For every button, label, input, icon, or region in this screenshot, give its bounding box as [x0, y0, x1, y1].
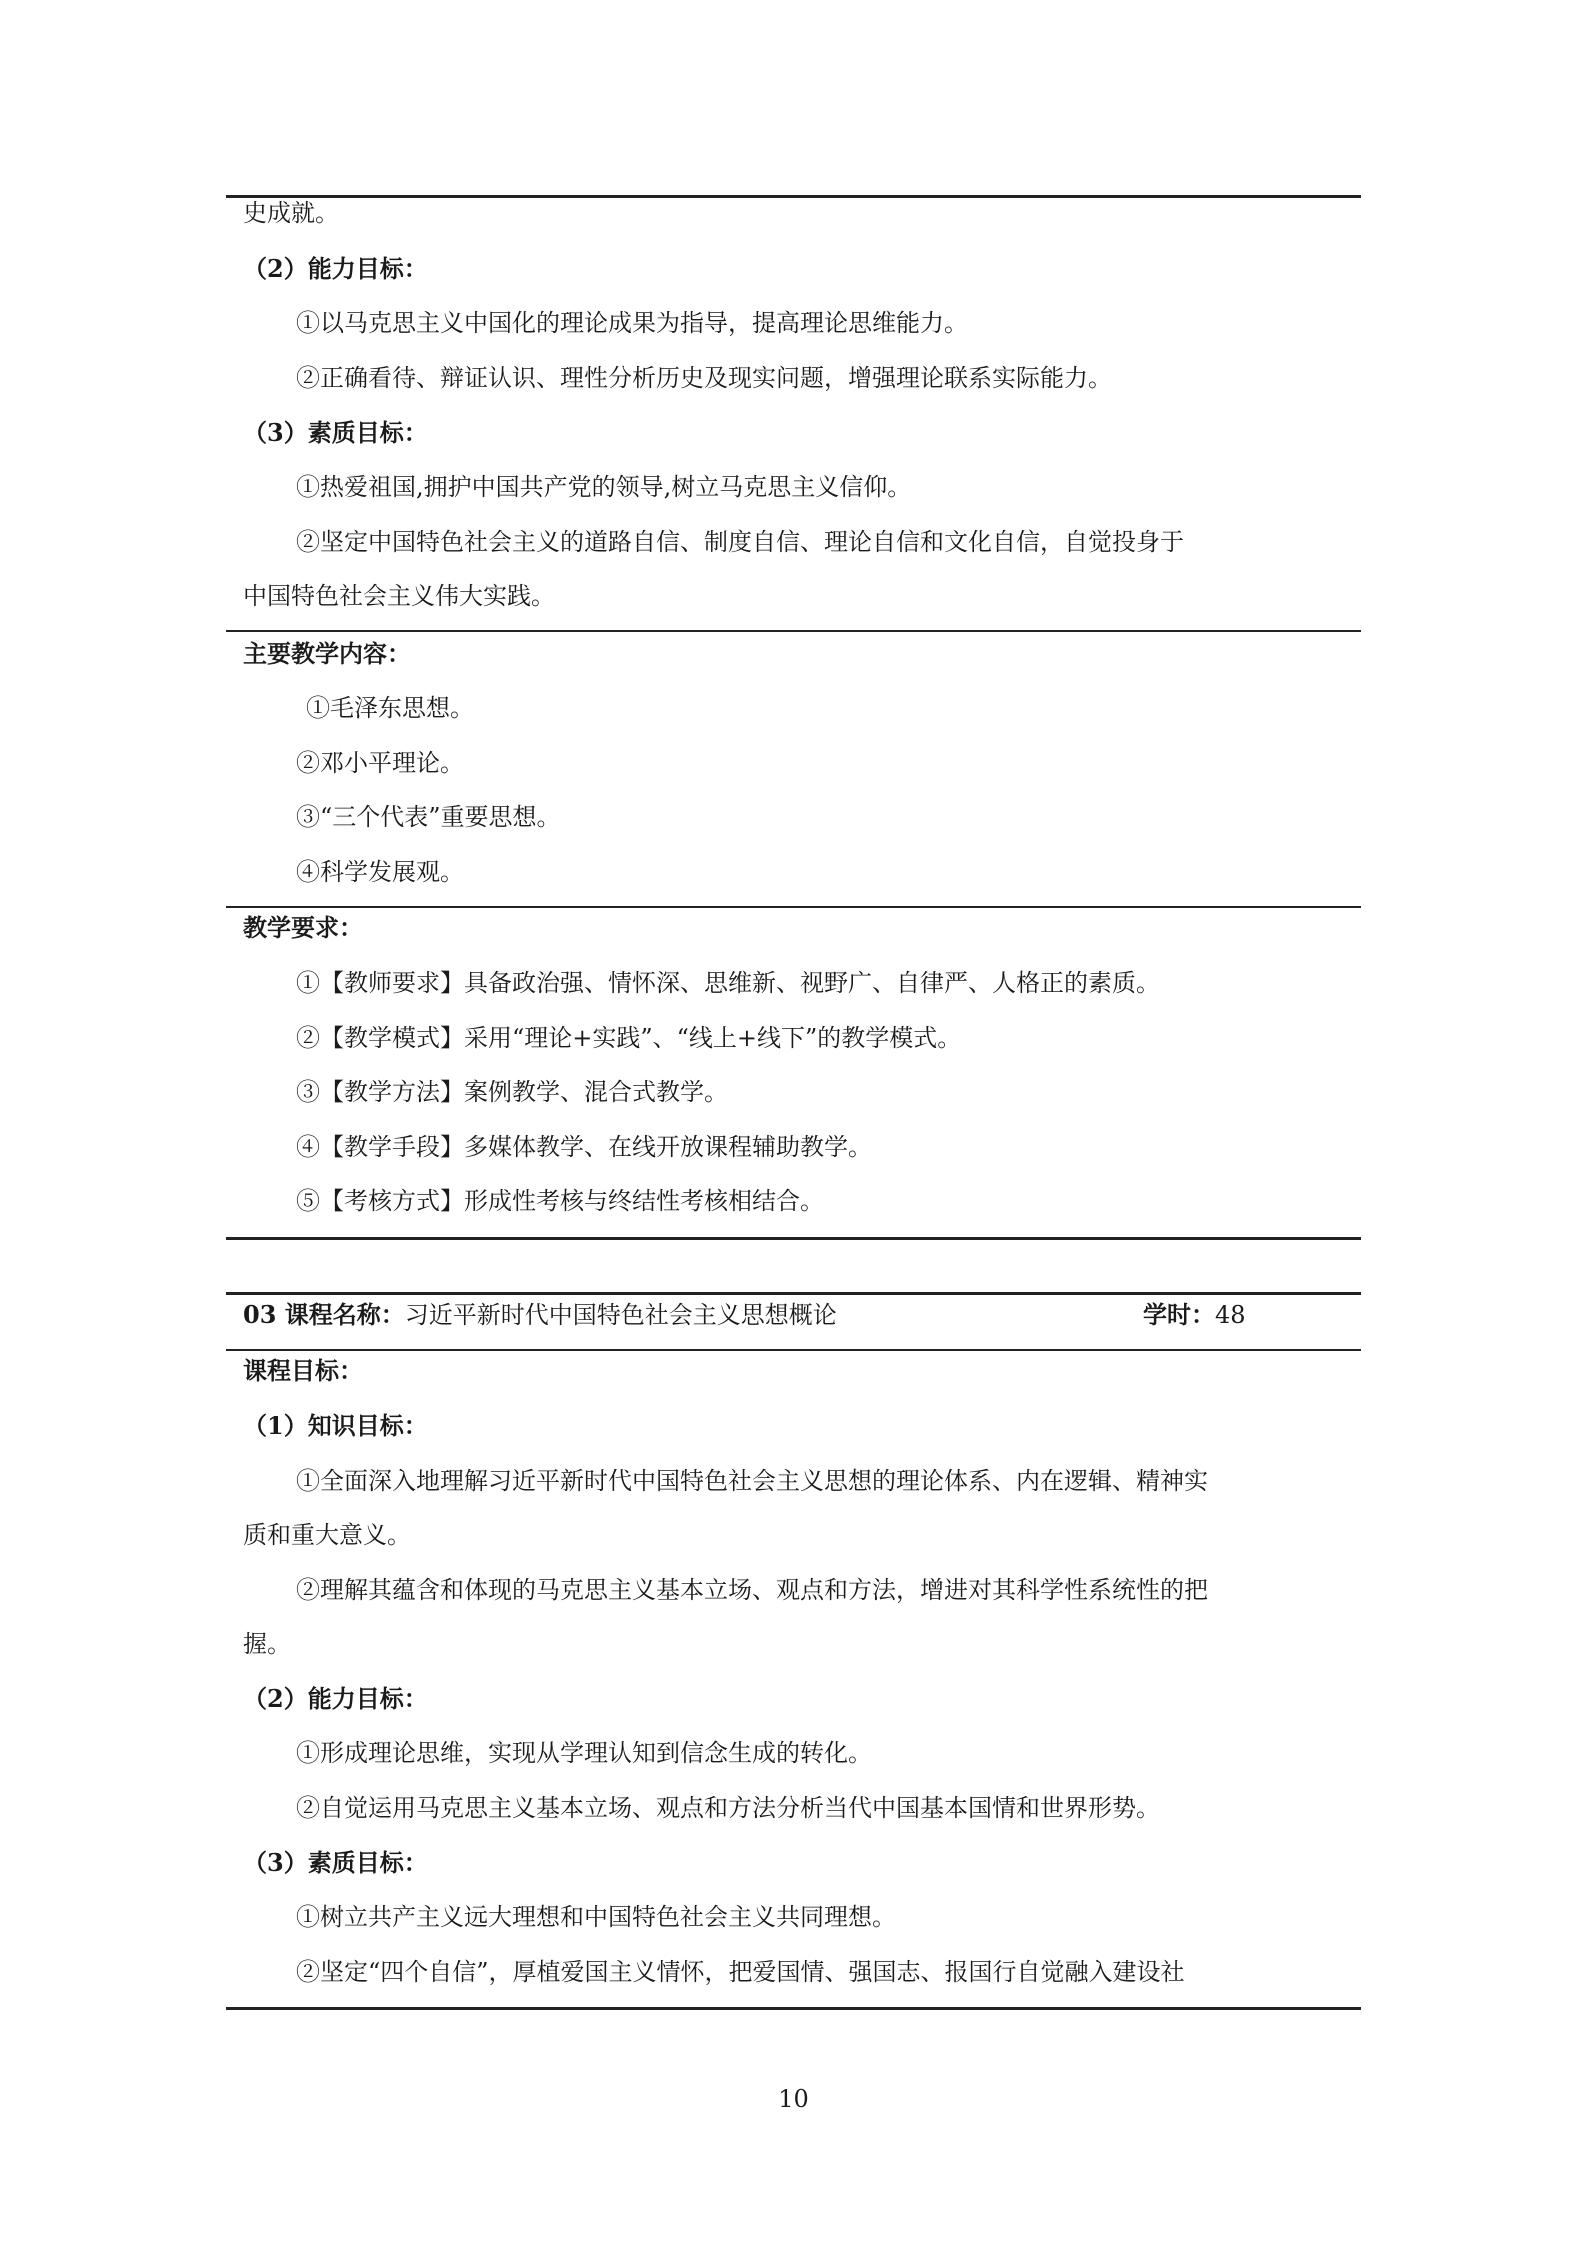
- section-divider: [226, 906, 1361, 908]
- course-name: 习近平新时代中国特色社会主义思想概论: [404, 1301, 837, 1329]
- knowledge-item-2-line-1: ②理解其蕴含和体现的马克思主义基本立场、观点和方法，增进对其科学性系统性的把: [296, 1576, 1208, 1604]
- objective-heading: 课程目标：: [243, 1356, 363, 1385]
- requirements-heading: 教学要求：: [243, 913, 363, 942]
- quality-heading: （3）素质目标：: [243, 418, 428, 447]
- quality-item-2-2: ②坚定“四个自信”，厚植爱国主义情怀，把爱国情、强国志、报国行自觉融入建设社: [296, 1958, 1185, 1986]
- table-top-border: [226, 1292, 1361, 1295]
- content-item-4: ④科学发展观。: [296, 858, 464, 886]
- page-number: 10: [778, 2085, 809, 2113]
- continuation-text: 史成就。: [243, 199, 339, 227]
- ability-item-2-1: ①形成理论思维，实现从学理认知到信念生成的转化。: [296, 1739, 872, 1767]
- quality-heading-2: （3）素质目标：: [243, 1848, 428, 1877]
- hours-value: 48: [1215, 1301, 1246, 1329]
- quality-item-2-line-2: 中国特色社会主义伟大实践。: [243, 582, 555, 610]
- section-divider: [226, 1349, 1361, 1351]
- section-divider: [226, 630, 1361, 632]
- course-hours: [1143, 1299, 1246, 1331]
- ability-heading-2: （2）能力目标：: [243, 1684, 428, 1713]
- requirement-item-2: ②【教学模式】采用“理论+实践”、“线上+线下”的教学模式。: [296, 1024, 962, 1052]
- requirement-item-4: ④【教学手段】多媒体教学、在线开放课程辅助教学。: [296, 1133, 872, 1161]
- knowledge-item-1-line-1: ①全面深入地理解习近平新时代中国特色社会主义思想的理论体系、内在逻辑、精神实: [296, 1467, 1208, 1495]
- content-item-1: ①毛泽东思想。: [306, 694, 474, 722]
- content-heading: 主要教学内容：: [243, 639, 411, 668]
- knowledge-heading: （1）知识目标：: [243, 1411, 428, 1440]
- ability-item-2-2: ②自觉运用马克思主义基本立场、观点和方法分析当代中国基本国情和世界形势。: [296, 1794, 1160, 1822]
- knowledge-item-2-line-2: 握。: [243, 1630, 291, 1658]
- ability-item-1: ①以马克思主义中国化的理论成果为指导，提高理论思维能力。: [296, 309, 968, 337]
- hours-label: 学时：: [1143, 1300, 1215, 1329]
- course-label: 03 课程名称：: [243, 1300, 405, 1329]
- requirement-item-5: ⑤【考核方式】形成性考核与终结性考核相结合。: [296, 1187, 824, 1215]
- content-item-3: ③“三个代表”重要思想。: [296, 803, 561, 831]
- ability-heading: （2）能力目标：: [243, 254, 428, 283]
- course-header: [243, 1299, 1383, 1331]
- quality-item-2-1: ①树立共产主义远大理想和中国特色社会主义共同理想。: [296, 1903, 896, 1931]
- requirement-item-1: ①【教师要求】具备政治强、情怀深、思维新、视野广、自律严、人格正的素质。: [296, 969, 1160, 997]
- table-bottom-border: [226, 1237, 1361, 1240]
- content-item-2: ②邓小平理论。: [296, 749, 464, 777]
- ability-item-2: ②正确看待、辩证认识、理性分析历史及现实问题，增强理论联系实际能力。: [296, 364, 1112, 392]
- quality-item-1: ①热爱祖国,拥护中国共产党的领导,树立马克思主义信仰。: [296, 473, 912, 501]
- knowledge-item-1-line-2: 质和重大意义。: [243, 1521, 411, 1549]
- table-bottom-border: [226, 2007, 1361, 2010]
- quality-item-2-line-1: ②坚定中国特色社会主义的道路自信、制度自信、理论自信和文化自信，自觉投身于: [296, 528, 1184, 556]
- requirement-item-3: ③【教学方法】案例教学、混合式教学。: [296, 1078, 728, 1106]
